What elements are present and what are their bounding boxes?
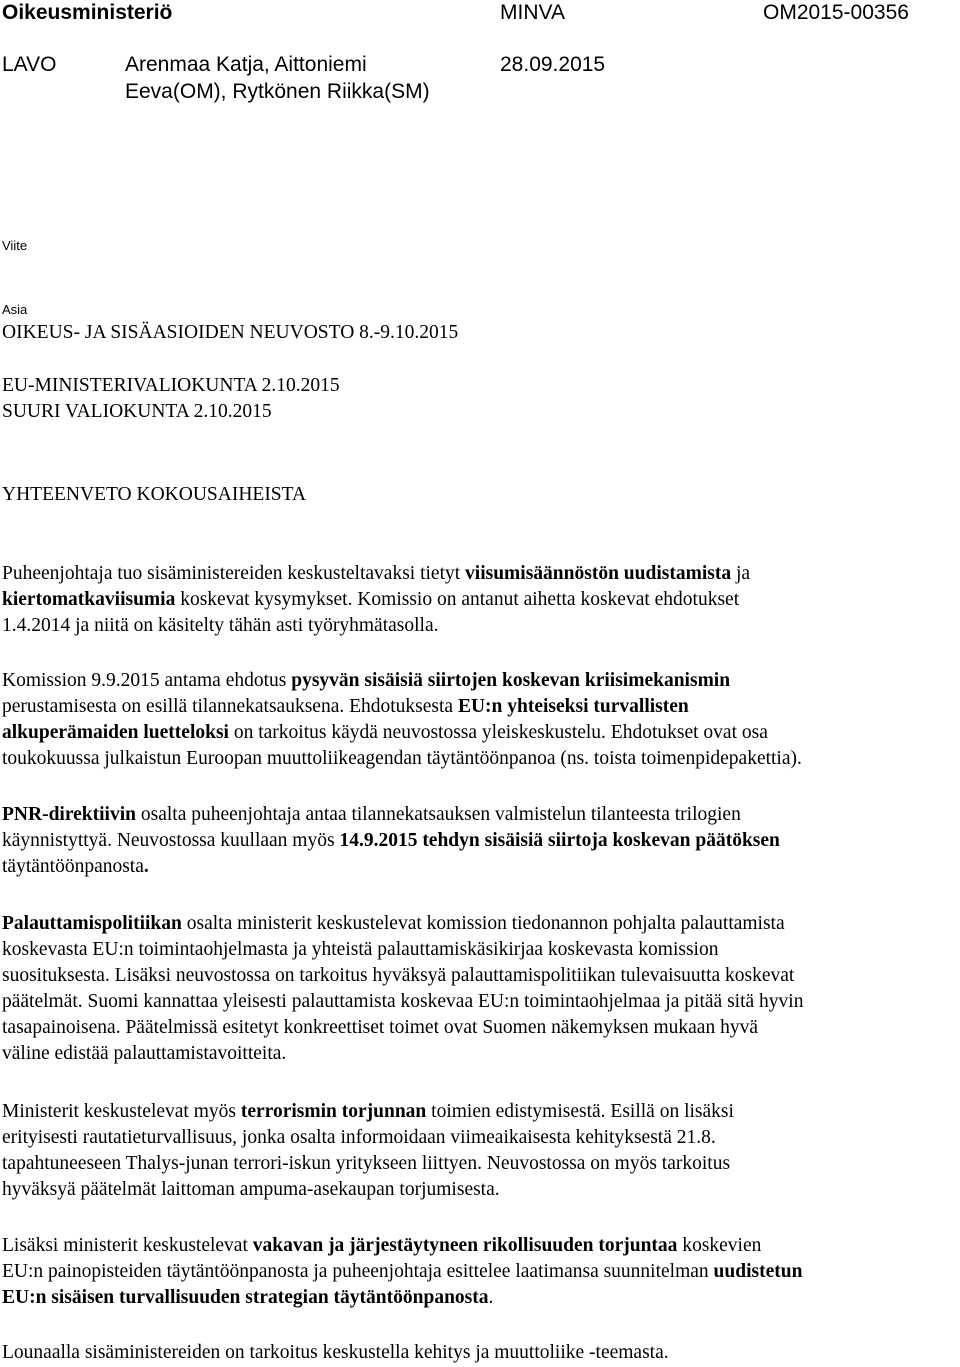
bold-term: terrorismin torjunnan <box>240 1101 427 1122</box>
text-run: Ministerit keskustelevat myös <box>2 1101 241 1122</box>
document-date: 28.09.2015 <box>500 53 606 76</box>
viite-label: Viite <box>2 238 28 253</box>
authors-line-1: Arenmaa Katja, Aittoniemi <box>125 53 367 76</box>
text-line: erityisesti rautatieturvallisuus, jonka osalta informoidaan viimeaikaisesta kehityksestä 21.8. <box>2 1127 716 1148</box>
bold-term: kiertomatkaviisumia <box>2 589 176 610</box>
text-run: täytäntöönpanosta <box>2 856 144 877</box>
authors-line-2: Eeva(OM), Rytkönen Riikka(SM) <box>125 80 430 103</box>
bold-term: EU:n yhteiseksi turvallisten <box>457 696 689 717</box>
bold-term: 14.9.2015 tehdyn sisäisiä siirtoja koskevan päätöksen <box>339 830 780 851</box>
bold-term: uudistetun <box>713 1261 803 1282</box>
paragraph-pnr <box>2 802 960 880</box>
unit-code: LAVO <box>2 53 57 76</box>
text-run: Komission 9.9.2015 antama ehdotus <box>2 670 292 691</box>
text-run: on tarkoitus käydä neuvostossa yleiskeskustelu. Ehdotukset ovat osa <box>228 722 768 743</box>
bold-term: alkuperämaiden luetteloksi <box>2 722 229 743</box>
text-run: . <box>488 1287 494 1308</box>
short-code: MINVA <box>500 1 565 24</box>
paragraph-crisis-mechanism <box>2 668 960 772</box>
text-line: koskevasta EU:n toimintaohjelmasta ja yhteistä palauttamiskäsikirjaa koskevasta komission <box>2 939 719 960</box>
subject-line-3: SUURI VALIOKUNTA 2.10.2015 <box>2 401 272 422</box>
text-line: väline edistää palauttamistavoitteita. <box>2 1043 287 1064</box>
text-run: EU:n painopisteiden täytäntöönpanosta ja puheenjohtaja esittelee laatimansa suunnitelman <box>2 1261 714 1282</box>
text-run: ja <box>731 563 751 584</box>
bold-term: vakavan ja järjestäytyneen rikollisuuden torjuntaa <box>252 1235 678 1256</box>
text-run: perustamisesta on esillä tilannekatsauksena. Ehdotuksesta <box>2 696 458 717</box>
bold-term: viisumisäännöstön uudistamista <box>465 563 732 584</box>
subject-line-1: OIKEUS- JA SISÄASIOIDEN NEUVOSTO 8.-9.10.2015 <box>2 322 459 343</box>
text-run: Puheenjohtaja tuo sisäministereiden keskusteltavaksi tietyt <box>2 563 466 584</box>
paragraph-organised-crime <box>2 1233 960 1311</box>
ministry-name: Oikeusministeriö <box>2 1 173 24</box>
text-run: käynnistyttyä. Neuvostossa kuullaan myös <box>2 830 340 851</box>
paragraph-lunch <box>2 1340 960 1366</box>
text-line: suosituksesta. Lisäksi neuvostossa on tarkoitus hyväksyä palauttamispolitiikan tulevaisuutta koskevat <box>2 965 795 986</box>
text-run: koskevat kysymykset. Komissio on antanut aihetta koskevat ehdotukset <box>175 589 740 610</box>
document-id: OM2015-00356 <box>763 1 909 24</box>
text-run: Lisäksi ministerit keskustelevat <box>2 1235 253 1256</box>
text-run: osalta puheenjohtaja antaa tilannekatsauksen valmistelun tilanteesta trilogien <box>135 804 741 825</box>
bold-term: . <box>143 856 149 877</box>
text-line: toukokuussa julkaistun Euroopan muuttoliikeagendan täytäntöönpanoa (ns. toista toimenpidepakettia). <box>2 748 802 769</box>
text-run: toimien edistymisestä. Esillä on lisäksi <box>426 1101 734 1122</box>
text-run: koskevien <box>677 1235 762 1256</box>
paragraph-return-policy <box>2 911 960 1067</box>
text-line: hyväksyä päätelmät laittoman ampuma-asekaupan torjumisesta. <box>2 1179 500 1200</box>
paragraph-terrorism <box>2 1099 960 1203</box>
subject-line-2: EU-MINISTERIVALIOKUNTA 2.10.2015 <box>2 375 340 396</box>
section-title: YHTEENVETO KOKOUSAIHEISTA <box>2 484 307 505</box>
bold-term: pysyvän sisäisiä siirtojen koskevan kriisimekanismin <box>291 670 731 691</box>
bold-term: EU:n sisäisen turvallisuuden strategian täytäntöönpanosta <box>2 1287 489 1308</box>
bold-term: Palauttamispolitiikan <box>2 913 182 934</box>
asia-label: Asia <box>2 302 28 317</box>
text-line: tasapainoisena. Päätelmissä esitetyt konkreettiset toimet ovat Suomen näkemyksen mukaan hyvä <box>2 1017 758 1038</box>
text-line: Lounaalla sisäministereiden on tarkoitus keskustella kehitys ja muuttoliike -teemasta. <box>2 1342 669 1363</box>
bold-term: PNR-direktiivin <box>2 804 136 825</box>
paragraph-visa-code <box>2 561 960 639</box>
text-run: osalta ministerit keskustelevat komission tiedonannon pohjalta palauttamista <box>181 913 785 934</box>
text-line: 1.4.2014 ja niitä on käsitelty tähän asti työryhmätasolla. <box>2 615 439 636</box>
text-line: päätelmät. Suomi kannattaa yleisesti palauttamista koskevaa EU:n toimintaohjelmaa ja pitää sitä hyvin <box>2 991 804 1012</box>
text-line: tapahtuneeseen Thalys-junan terrori-iskun yritykseen liittyen. Neuvostossa on myös tarkoitus <box>2 1153 731 1174</box>
